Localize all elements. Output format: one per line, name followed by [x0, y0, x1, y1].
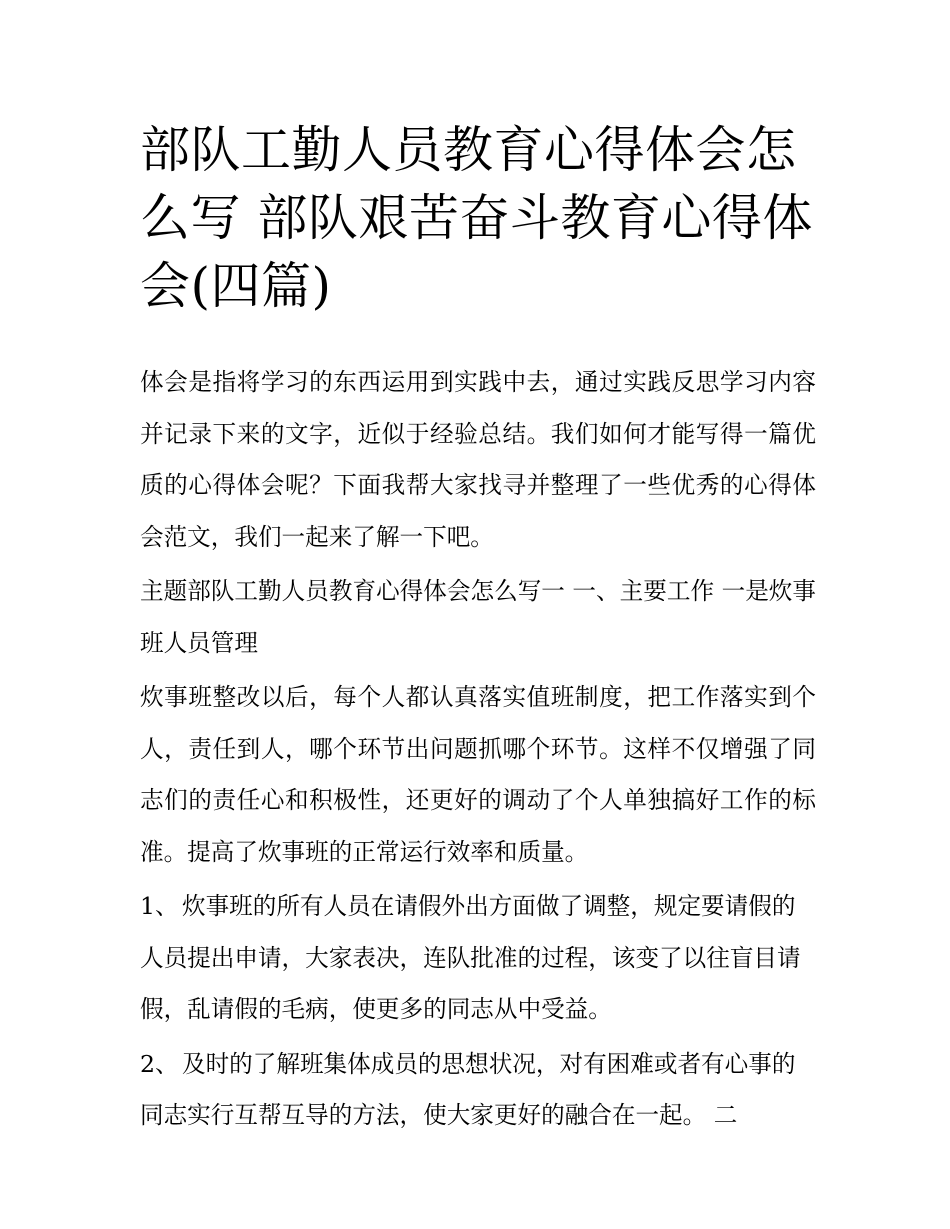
list-number: 2、: [140, 1049, 179, 1078]
document-body: [140, 357, 816, 1145]
list-item-2: [140, 1039, 816, 1142]
list-item-1: [140, 881, 816, 1036]
body-paragraph: 炊事班整改以后，每个人都认真落实值班制度，把工作落实到个人，责任到人，哪个环节出问题抓哪个环节。这样不仅增强了同志们的责任心和积极性，还更好的调动了个人单独搞好工作的标准。提高了炊事班的正常运行效率和质量。: [140, 683, 816, 866]
list-item-text: 及时的了解班集体成员的思想状况，对有困难或者有心事的同志实行互帮互导的方法，使大家更好的融合在一起。 二: [140, 1049, 796, 1129]
section-heading-paragraph: 主题部队工勤人员教育心得体会怎么写一 一、主要工作 一是炊事班人员管理: [140, 577, 816, 657]
list-item-text: 炊事班的所有人员在请假外出方面做了调整，规定要请假的人员提出申请，大家表决，连队批准的过程，该变了以往盲目请假，乱请假的毛病，使更多的同志从中受益。: [140, 892, 801, 1023]
intro-paragraph: 体会是指将学习的东西运用到实践中去，通过实践反思学习内容并记录下来的文字，近似于经验总结。我们如何才能写得一篇优质的心得体会呢？下面我帮大家找寻并整理了一些优秀的心得体会范文，我们一起来了解一下吧。: [140, 368, 816, 551]
document-title: 部队工勤人员教育心得体会怎么写 部队艰苦奋斗教育心得体会(四篇): [140, 121, 813, 315]
list-number: 1、: [140, 892, 179, 920]
